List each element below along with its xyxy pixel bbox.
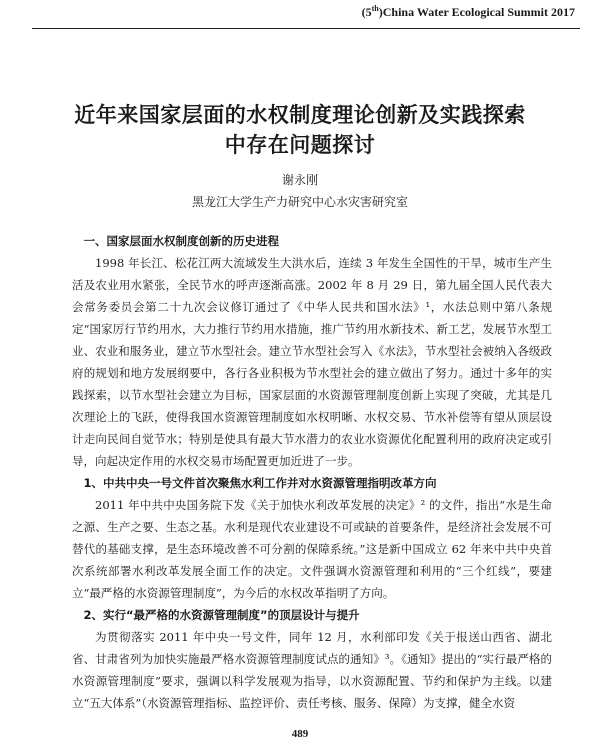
page-number: 489 — [291, 728, 309, 740]
article-title — [40, 100, 560, 160]
header-rule — [32, 28, 580, 29]
paragraph-document-one: 2011 年中共中央国务院下发《关于加快水利改革发展的决定》² 的文件，指出“水是生命之源、生产之要、生态之基。水利是现代农业建设不可或缺的首要条件，是经济社会发展不可替代的基础支撑，是生态环境改善不可分割的保障系统。”这是新中国成立 62 年来中共中央首次系统部署水利改革发展全面工作的决定。文件强调水资源管理和利用的“三个红线”，要建立“最严格的水资源管理制度”，为今后的水权改革指明了方向。 — [72, 498, 552, 600]
section-heading-history: 一、国家层面水权制度创新的历史进程 — [83, 234, 279, 248]
header-suffix: )China Water Ecological Summit 2017 — [378, 5, 575, 19]
header-superscript: th — [371, 4, 379, 13]
header-prefix: (5 — [361, 5, 372, 19]
running-header — [0, 4, 575, 20]
subsection-heading-document-one: 1、中共中央一号文件首次聚焦水利工作并对水资源管理指明改革方向 — [83, 476, 437, 490]
author-affiliation: 黑龙江大学生产力研究中心水灾害研究室 — [191, 195, 408, 209]
author-name: 谢永刚 — [281, 173, 318, 187]
title-line-1: 近年来国家层面的水权制度理论创新及实践探索 — [74, 103, 526, 127]
paragraph-history: 1998 年长江、松花江两大流域发生大洪水后，连续 3 年发生全国性的干旱，城市生产生活及农业用水紧张，全民节水的呼声逐渐高涨。2002 年 8 月 29 日，第九届全国人民代表大会常务委员会第二十九次会议修订通过了《中华人民共和国水法》¹，水法总则中第八条规定“国家厉行节约用水，大力推行节约用水措施，推广节约用水新技术、新工艺，发展节水型工业、农业和服务业，建立节水型社会。建立节水型社会写入《水法》，节水型社会被纳入各级政府的规划和地方发展纲要中，各行各业积极为节水型社会的建立做出了努力。通过十多年的实践探索，以节水型社会建立为目标，国家层面的水资源管理制度创新上实现了突破，尤其是几次理论上的飞跃，使得我国水资源管理制度如水权明晰、水权交易、节水补偿等有望从顶层设计走向民间自觉节水；特别是使具有最大节水潜力的农业水资源优化配置利用的政府决定或引导，向起决定作用的水权交易市场配置更加近进了一步。 — [72, 256, 552, 468]
title-line-2: 中存在问题探讨 — [224, 133, 376, 157]
subsection-heading-strictest-system: 2、实行“最严格的水资源管理制度”的顶层设计与提升 — [83, 608, 360, 622]
article-body — [72, 230, 552, 714]
paragraph-strictest-system: 为贯彻落实 2011 年中央一号文件，同年 12 月，水利部印发《关于报送山西省、湖北省、甘肃省列为加快实施最严格水资源管理制度试点的通知》³。《通知》提出的“实行最严格的水资源管理制度”要求，强调以科学发展观为指导，以水资源配置、节约和保护为主线。以建立“五大体系”（水资源管理指标、监控评价、责任考核、服务、保障）为支撑，健全水资 — [72, 630, 552, 710]
